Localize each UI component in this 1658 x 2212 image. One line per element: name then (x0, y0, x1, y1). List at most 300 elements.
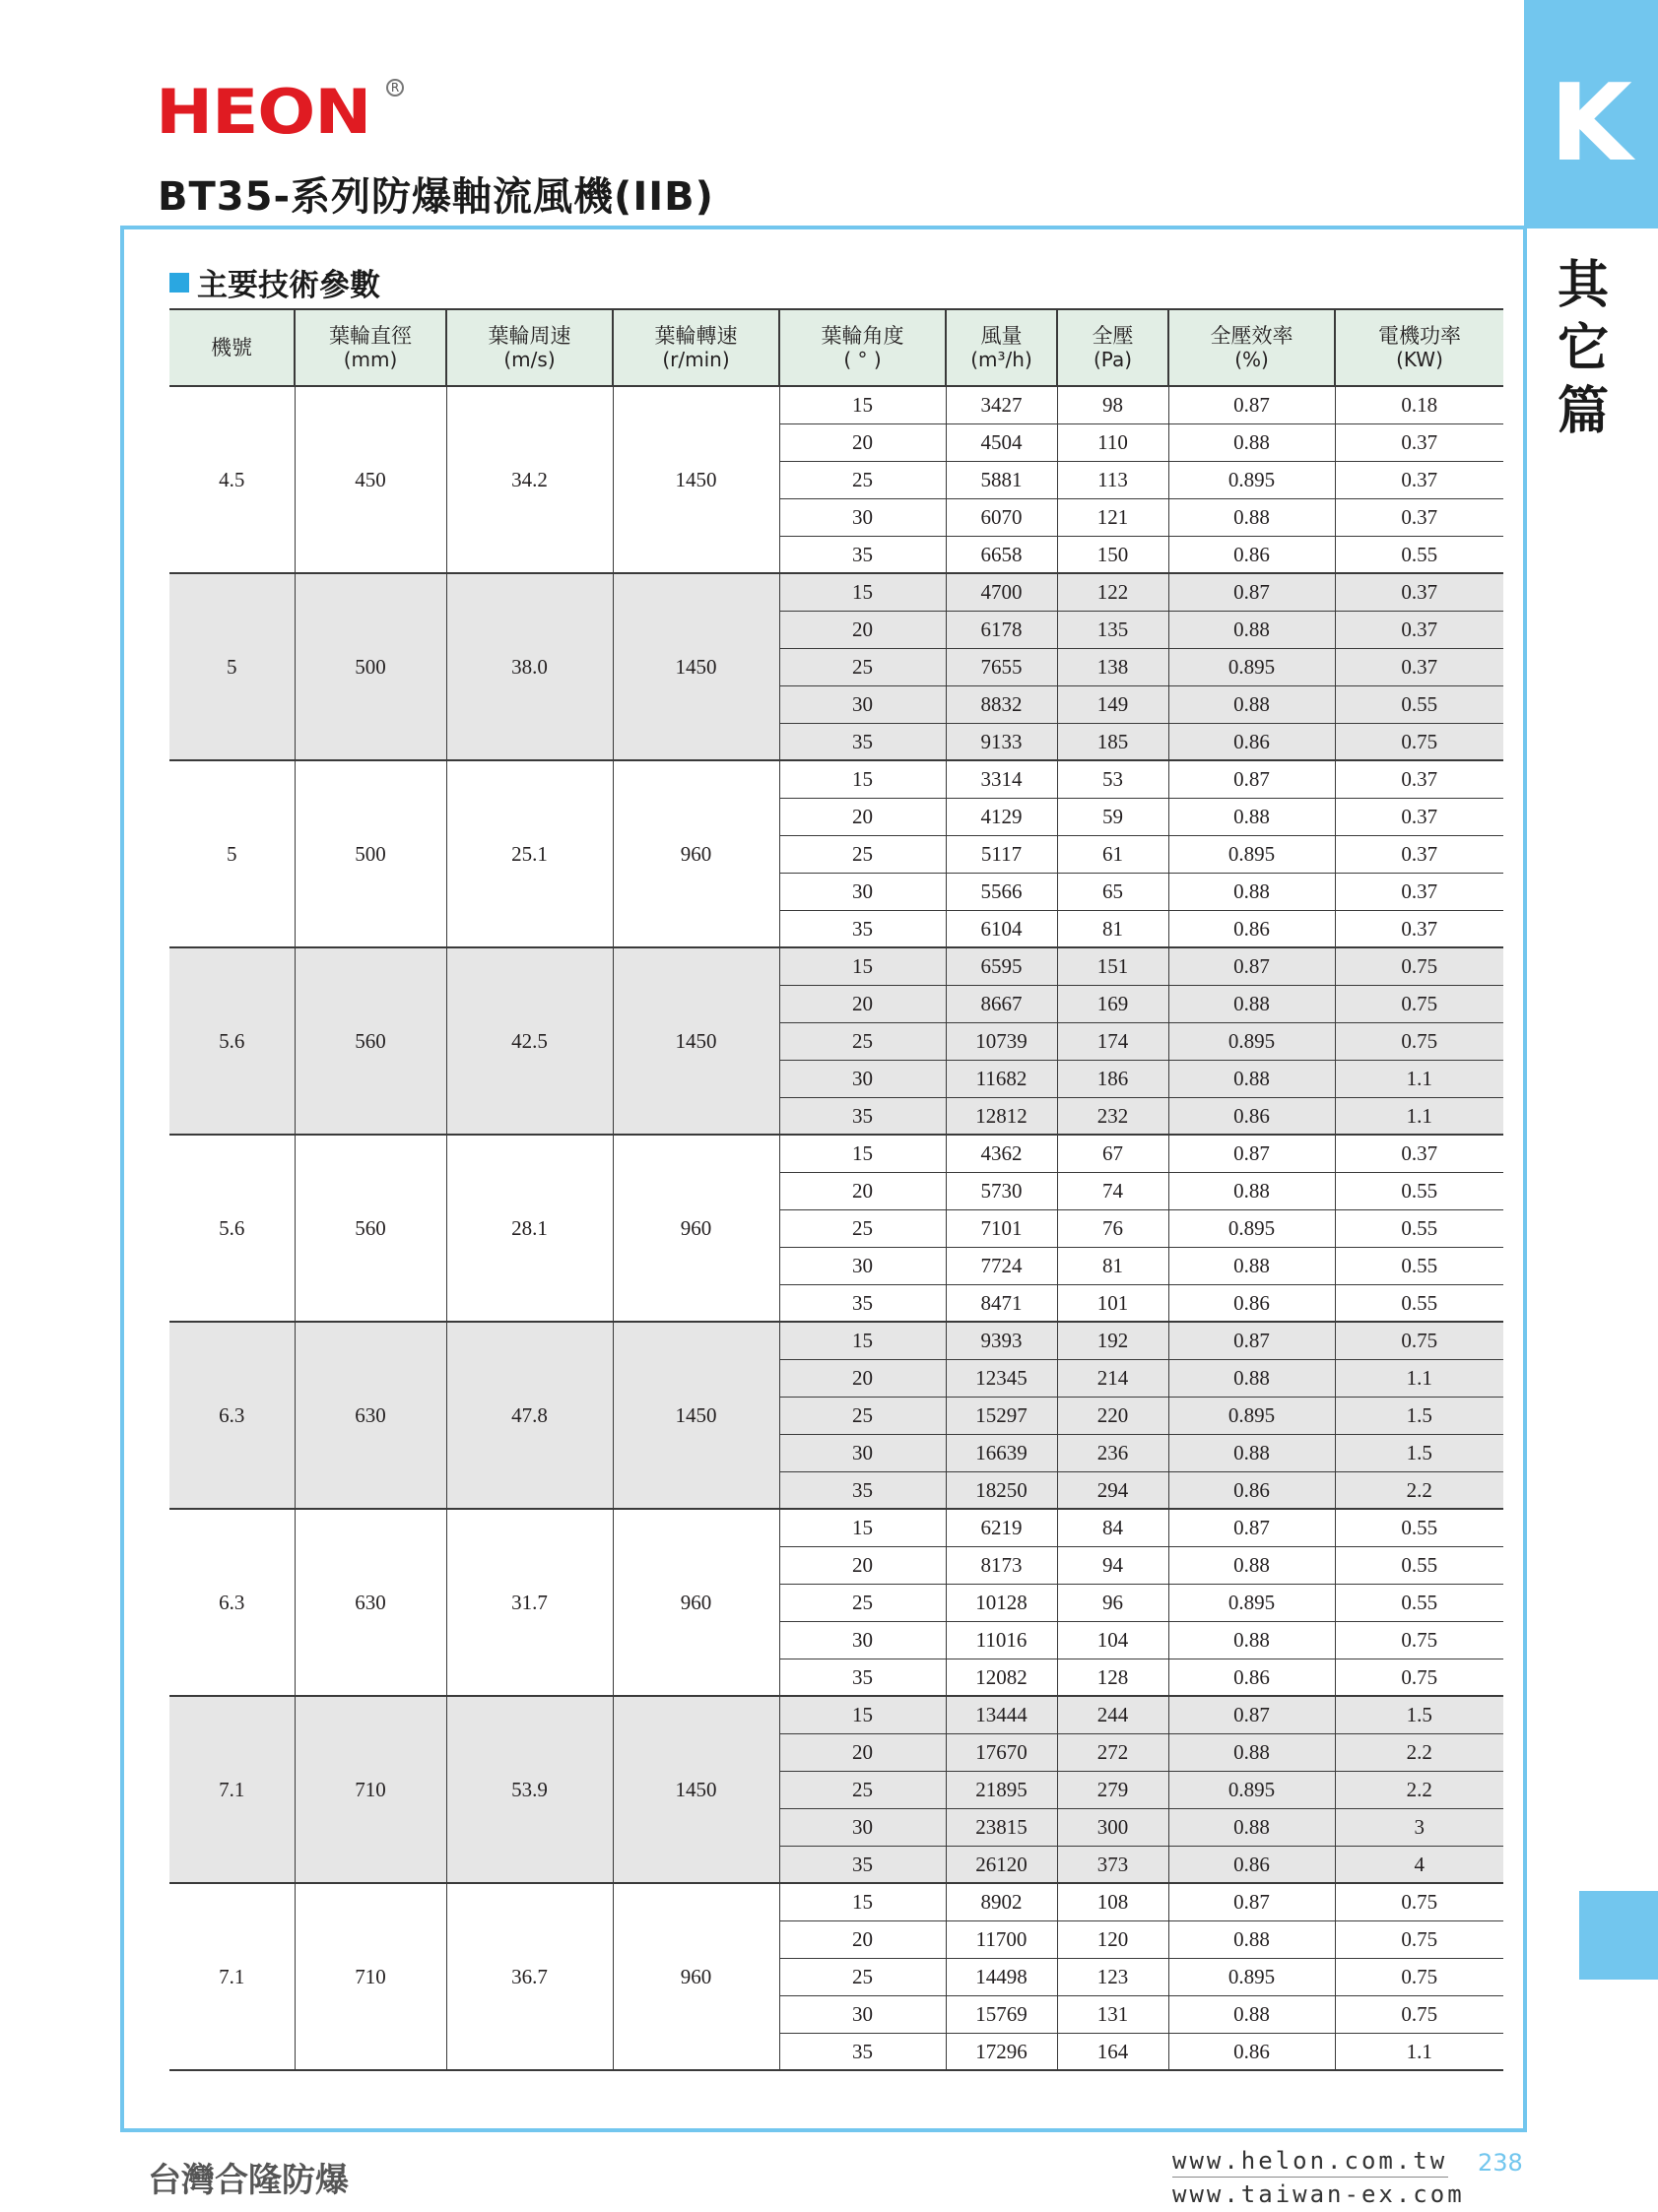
efficiency-cell: 0.88 (1168, 423, 1335, 461)
blade-angle-cell: 30 (779, 685, 946, 723)
pressure-cell: 53 (1057, 760, 1168, 798)
efficiency-cell: 0.86 (1168, 536, 1335, 573)
pressure-cell: 121 (1057, 498, 1168, 536)
motor-power-cell: 0.75 (1335, 985, 1503, 1022)
footer-url-link[interactable]: www.helon.com.tw (1172, 2147, 1448, 2175)
blade-angle-cell: 30 (779, 498, 946, 536)
section-letter: K (1550, 62, 1632, 185)
tip-speed-cell: 36.7 (446, 1883, 613, 2070)
diameter-cell: 560 (295, 1135, 446, 1322)
airflow-cell: 4362 (946, 1135, 1057, 1172)
motor-power-cell: 3 (1335, 1808, 1503, 1846)
table-row (169, 1696, 1503, 1733)
efficiency-cell: 0.88 (1168, 1808, 1335, 1846)
motor-power-cell: 0.55 (1335, 1546, 1503, 1584)
motor-power-cell: 2.2 (1335, 1771, 1503, 1808)
efficiency-cell: 0.87 (1168, 386, 1335, 423)
tip-speed-cell: 47.8 (446, 1322, 613, 1509)
header-main: 機號 (211, 336, 252, 359)
efficiency-cell: 0.87 (1168, 947, 1335, 985)
pressure-cell: 164 (1057, 2033, 1168, 2070)
motor-power-cell: 0.37 (1335, 835, 1503, 873)
efficiency-cell: 0.86 (1168, 723, 1335, 760)
efficiency-cell: 0.88 (1168, 1247, 1335, 1284)
airflow-cell: 9133 (946, 723, 1057, 760)
airflow-cell: 11700 (946, 1920, 1057, 1958)
pressure-cell: 110 (1057, 423, 1168, 461)
airflow-cell: 8471 (946, 1284, 1057, 1322)
motor-power-cell: 0.55 (1335, 1584, 1503, 1621)
airflow-cell: 18250 (946, 1471, 1057, 1509)
header-main: 風量 (980, 324, 1023, 348)
pressure-cell: 120 (1057, 1920, 1168, 1958)
efficiency-cell: 0.895 (1168, 1771, 1335, 1808)
pressure-cell: 220 (1057, 1397, 1168, 1434)
airflow-cell: 6104 (946, 910, 1057, 947)
blade-angle-cell: 15 (779, 947, 946, 985)
pressure-cell: 174 (1057, 1022, 1168, 1060)
header-main: 葉輪周速 (488, 324, 571, 348)
motor-power-cell: 0.37 (1335, 611, 1503, 648)
blade-angle-cell: 15 (779, 1322, 946, 1359)
blade-angle-cell: 20 (779, 423, 946, 461)
header-main: 全壓 (1092, 324, 1134, 348)
efficiency-cell: 0.86 (1168, 1097, 1335, 1135)
diameter-cell: 630 (295, 1322, 446, 1509)
blade-angle-cell: 35 (779, 1471, 946, 1509)
header-main: 電機功率 (1378, 324, 1461, 348)
tip-speed-cell: 31.7 (446, 1509, 613, 1696)
motor-power-cell: 1.5 (1335, 1696, 1503, 1733)
pressure-cell: 65 (1057, 873, 1168, 910)
motor-power-cell: 0.37 (1335, 461, 1503, 498)
blade-angle-cell: 35 (779, 1846, 946, 1883)
efficiency-cell: 0.895 (1168, 648, 1335, 685)
motor-power-cell: 0.75 (1335, 1920, 1503, 1958)
efficiency-cell: 0.88 (1168, 873, 1335, 910)
airflow-cell: 8832 (946, 685, 1057, 723)
model-cell: 5 (169, 573, 295, 760)
motor-power-cell: 0.75 (1335, 723, 1503, 760)
table-row (169, 947, 1503, 985)
pressure-cell: 300 (1057, 1808, 1168, 1846)
blade-angle-cell: 15 (779, 1509, 946, 1546)
motor-power-cell: 0.55 (1335, 1284, 1503, 1322)
logo-text: HEON (156, 76, 371, 148)
pressure-cell: 185 (1057, 723, 1168, 760)
diameter-cell: 450 (295, 386, 446, 573)
blade-angle-cell: 30 (779, 1621, 946, 1659)
pressure-cell: 135 (1057, 611, 1168, 648)
airflow-cell: 12812 (946, 1097, 1057, 1135)
efficiency-cell: 0.88 (1168, 1434, 1335, 1471)
efficiency-cell: 0.895 (1168, 835, 1335, 873)
motor-power-cell: 0.37 (1335, 760, 1503, 798)
pressure-cell: 98 (1057, 386, 1168, 423)
blade-angle-cell: 35 (779, 723, 946, 760)
motor-power-cell: 2.2 (1335, 1471, 1503, 1509)
airflow-cell: 21895 (946, 1771, 1057, 1808)
efficiency-cell: 0.88 (1168, 1546, 1335, 1584)
blade-angle-cell: 25 (779, 1022, 946, 1060)
rpm-cell: 1450 (613, 1322, 779, 1509)
motor-power-cell: 1.1 (1335, 1060, 1503, 1097)
header-airflow (946, 309, 1057, 386)
rpm-cell: 960 (613, 1883, 779, 2070)
motor-power-cell: 0.75 (1335, 1659, 1503, 1696)
side-accent-block (1579, 1891, 1658, 1980)
blade-angle-cell: 25 (779, 461, 946, 498)
efficiency-cell: 0.87 (1168, 1696, 1335, 1733)
motor-power-cell: 0.55 (1335, 1209, 1503, 1247)
pressure-cell: 138 (1057, 648, 1168, 685)
pressure-cell: 149 (1057, 685, 1168, 723)
blade-angle-cell: 25 (779, 1397, 946, 1434)
airflow-cell: 3427 (946, 386, 1057, 423)
airflow-cell: 6070 (946, 498, 1057, 536)
efficiency-cell: 0.88 (1168, 985, 1335, 1022)
efficiency-cell: 0.895 (1168, 1958, 1335, 1995)
pressure-cell: 192 (1057, 1322, 1168, 1359)
blade-angle-cell: 25 (779, 648, 946, 685)
model-cell: 6.3 (169, 1322, 295, 1509)
efficiency-cell: 0.87 (1168, 1883, 1335, 1920)
tip-speed-cell: 34.2 (446, 386, 613, 573)
efficiency-cell: 0.88 (1168, 1995, 1335, 2033)
motor-power-cell: 0.37 (1335, 910, 1503, 947)
motor-power-cell: 1.1 (1335, 2033, 1503, 2070)
header-pressure (1057, 309, 1168, 386)
airflow-cell: 15769 (946, 1995, 1057, 2033)
motor-power-cell: 0.37 (1335, 798, 1503, 835)
blade-angle-cell: 25 (779, 835, 946, 873)
blade-angle-cell: 20 (779, 798, 946, 835)
efficiency-cell: 0.88 (1168, 1621, 1335, 1659)
square-bullet-icon (169, 273, 189, 293)
blade-angle-cell: 35 (779, 1659, 946, 1696)
pressure-cell: 104 (1057, 1621, 1168, 1659)
tip-speed-cell: 25.1 (446, 760, 613, 947)
tip-speed-cell: 53.9 (446, 1696, 613, 1883)
airflow-cell: 6178 (946, 611, 1057, 648)
motor-power-cell: 0.55 (1335, 1509, 1503, 1546)
motor-power-cell: 0.55 (1335, 1247, 1503, 1284)
efficiency-cell: 0.895 (1168, 1584, 1335, 1621)
blade-angle-cell: 35 (779, 1097, 946, 1135)
pressure-cell: 96 (1057, 1584, 1168, 1621)
blade-angle-cell: 30 (779, 873, 946, 910)
pressure-cell: 84 (1057, 1509, 1168, 1546)
rpm-cell: 960 (613, 760, 779, 947)
blade-angle-cell: 35 (779, 536, 946, 573)
pressure-cell: 81 (1057, 910, 1168, 947)
airflow-cell: 5117 (946, 835, 1057, 873)
header-efficiency (1168, 309, 1335, 386)
airflow-cell: 6595 (946, 947, 1057, 985)
blade-angle-cell: 20 (779, 1733, 946, 1771)
efficiency-cell: 0.86 (1168, 1659, 1335, 1696)
pressure-cell: 279 (1057, 1771, 1168, 1808)
blade-angle-cell: 30 (779, 1434, 946, 1471)
blade-angle-cell: 20 (779, 1359, 946, 1397)
motor-power-cell: 0.75 (1335, 1883, 1503, 1920)
blade-angle-cell: 30 (779, 1995, 946, 2033)
tip-speed-cell: 42.5 (446, 947, 613, 1135)
header-motor-power (1335, 309, 1503, 386)
rpm-cell: 1450 (613, 386, 779, 573)
airflow-cell: 13444 (946, 1696, 1057, 1733)
pressure-cell: 67 (1057, 1135, 1168, 1172)
header-rpm (613, 309, 779, 386)
table-row (169, 760, 1503, 798)
section-category: 其它篇 (1557, 256, 1609, 441)
diameter-cell: 630 (295, 1509, 446, 1696)
section-title: 主要技術參數 (197, 268, 380, 303)
airflow-cell: 11016 (946, 1621, 1057, 1659)
pressure-cell: 74 (1057, 1172, 1168, 1209)
airflow-cell: 11682 (946, 1060, 1057, 1097)
model-cell: 5 (169, 760, 295, 947)
motor-power-cell: 0.75 (1335, 1621, 1503, 1659)
airflow-cell: 8902 (946, 1883, 1057, 1920)
blade-angle-cell: 30 (779, 1060, 946, 1097)
pressure-cell: 151 (1057, 947, 1168, 985)
blade-angle-cell: 30 (779, 1247, 946, 1284)
registered-mark-icon: R (386, 79, 404, 97)
efficiency-cell: 0.87 (1168, 573, 1335, 611)
blade-angle-cell: 20 (779, 611, 946, 648)
pressure-cell: 214 (1057, 1359, 1168, 1397)
airflow-cell: 12345 (946, 1359, 1057, 1397)
table-row (169, 1322, 1503, 1359)
efficiency-cell: 0.86 (1168, 2033, 1335, 2070)
efficiency-cell: 0.87 (1168, 1509, 1335, 1546)
airflow-cell: 10739 (946, 1022, 1057, 1060)
spec-table (169, 308, 1503, 2071)
blade-angle-cell: 35 (779, 2033, 946, 2070)
pressure-cell: 236 (1057, 1434, 1168, 1471)
header-main: 葉輪角度 (821, 324, 904, 348)
motor-power-cell: 0.75 (1335, 1322, 1503, 1359)
airflow-cell: 5730 (946, 1172, 1057, 1209)
pressure-cell: 128 (1057, 1659, 1168, 1696)
pressure-cell: 94 (1057, 1546, 1168, 1584)
efficiency-cell: 0.895 (1168, 1397, 1335, 1434)
footer-divider (1172, 2177, 1448, 2178)
blade-angle-cell: 15 (779, 1135, 946, 1172)
efficiency-cell: 0.88 (1168, 685, 1335, 723)
airflow-cell: 17296 (946, 2033, 1057, 2070)
efficiency-cell: 0.88 (1168, 798, 1335, 835)
pressure-cell: 113 (1057, 461, 1168, 498)
efficiency-cell: 0.86 (1168, 910, 1335, 947)
motor-power-cell: 1.5 (1335, 1434, 1503, 1471)
pressure-cell: 122 (1057, 573, 1168, 611)
header-blade-angle (779, 309, 946, 386)
airflow-cell: 23815 (946, 1808, 1057, 1846)
pressure-cell: 101 (1057, 1284, 1168, 1322)
header-diameter (295, 309, 446, 386)
motor-power-cell: 0.75 (1335, 1958, 1503, 1995)
airflow-cell: 4129 (946, 798, 1057, 835)
airflow-cell: 8173 (946, 1546, 1057, 1584)
table-row (169, 386, 1503, 423)
efficiency-cell: 0.895 (1168, 1209, 1335, 1247)
efficiency-cell: 0.895 (1168, 461, 1335, 498)
model-cell: 5.6 (169, 1135, 295, 1322)
efficiency-cell: 0.87 (1168, 1322, 1335, 1359)
airflow-cell: 12082 (946, 1659, 1057, 1696)
motor-power-cell: 0.18 (1335, 386, 1503, 423)
model-cell: 7.1 (169, 1883, 295, 2070)
airflow-cell: 9393 (946, 1322, 1057, 1359)
airflow-cell: 5881 (946, 461, 1057, 498)
rpm-cell: 960 (613, 1509, 779, 1696)
motor-power-cell: 0.75 (1335, 1022, 1503, 1060)
efficiency-cell: 0.895 (1168, 1022, 1335, 1060)
model-cell: 6.3 (169, 1509, 295, 1696)
efficiency-cell: 0.86 (1168, 1471, 1335, 1509)
blade-angle-cell: 35 (779, 910, 946, 947)
section-heading (169, 260, 380, 304)
efficiency-cell: 0.88 (1168, 1172, 1335, 1209)
blade-angle-cell: 20 (779, 1546, 946, 1584)
efficiency-cell: 0.88 (1168, 1359, 1335, 1397)
rpm-cell: 1450 (613, 1696, 779, 1883)
motor-power-cell: 4 (1335, 1846, 1503, 1883)
header-unit: (Pa) (1093, 348, 1133, 371)
pressure-cell: 59 (1057, 798, 1168, 835)
airflow-cell: 4504 (946, 423, 1057, 461)
header-main: 葉輪轉速 (654, 324, 738, 348)
document-title: BT35-系列防爆軸流風機(IIB) (158, 174, 714, 220)
header-unit: (m³/h) (970, 348, 1032, 371)
header-unit: (m/s) (503, 348, 556, 371)
pressure-cell: 150 (1057, 536, 1168, 573)
efficiency-cell: 0.88 (1168, 611, 1335, 648)
blade-angle-cell: 35 (779, 1284, 946, 1322)
header-unit: (r/min) (662, 348, 730, 371)
efficiency-cell: 0.86 (1168, 1846, 1335, 1883)
tip-speed-cell: 38.0 (446, 573, 613, 760)
header-unit: (%) (1234, 348, 1269, 371)
blade-angle-cell: 15 (779, 386, 946, 423)
header-unit: ( ° ) (843, 348, 882, 371)
blade-angle-cell: 30 (779, 1808, 946, 1846)
airflow-cell: 17670 (946, 1733, 1057, 1771)
airflow-cell: 14498 (946, 1958, 1057, 1995)
motor-power-cell: 1.1 (1335, 1097, 1503, 1135)
header-main: 葉輪直徑 (329, 324, 412, 348)
blade-angle-cell: 20 (779, 985, 946, 1022)
motor-power-cell: 1.5 (1335, 1397, 1503, 1434)
table-row (169, 1135, 1503, 1172)
pressure-cell: 169 (1057, 985, 1168, 1022)
airflow-cell: 4700 (946, 573, 1057, 611)
tip-speed-cell: 28.1 (446, 1135, 613, 1322)
table-row (169, 1509, 1503, 1546)
model-cell: 7.1 (169, 1696, 295, 1883)
efficiency-cell: 0.88 (1168, 1920, 1335, 1958)
footer-url-link[interactable]: www.taiwan-ex.com (1172, 2180, 1465, 2208)
pressure-cell: 61 (1057, 835, 1168, 873)
pressure-cell: 76 (1057, 1209, 1168, 1247)
motor-power-cell: 2.2 (1335, 1733, 1503, 1771)
table-row (169, 1883, 1503, 1920)
airflow-cell: 6658 (946, 536, 1057, 573)
blade-angle-cell: 15 (779, 760, 946, 798)
footer-company: 台灣合隆防爆 (148, 2161, 349, 2200)
efficiency-cell: 0.88 (1168, 1733, 1335, 1771)
blade-angle-cell: 20 (779, 1172, 946, 1209)
motor-power-cell: 0.37 (1335, 1135, 1503, 1172)
airflow-cell: 3314 (946, 760, 1057, 798)
motor-power-cell: 0.75 (1335, 947, 1503, 985)
blade-angle-cell: 15 (779, 1696, 946, 1733)
pressure-cell: 123 (1057, 1958, 1168, 1995)
table-body (169, 386, 1503, 2070)
pressure-cell: 232 (1057, 1097, 1168, 1135)
pressure-cell: 373 (1057, 1846, 1168, 1883)
header-unit: (KW) (1396, 348, 1443, 371)
efficiency-cell: 0.87 (1168, 1135, 1335, 1172)
motor-power-cell: 0.37 (1335, 648, 1503, 685)
model-cell: 5.6 (169, 947, 295, 1135)
motor-power-cell: 1.1 (1335, 1359, 1503, 1397)
blade-angle-cell: 25 (779, 1584, 946, 1621)
airflow-cell: 7655 (946, 648, 1057, 685)
pressure-cell: 108 (1057, 1883, 1168, 1920)
rpm-cell: 1450 (613, 947, 779, 1135)
blade-angle-cell: 15 (779, 573, 946, 611)
pressure-cell: 186 (1057, 1060, 1168, 1097)
diameter-cell: 500 (295, 760, 446, 947)
motor-power-cell: 0.37 (1335, 423, 1503, 461)
pressure-cell: 294 (1057, 1471, 1168, 1509)
pressure-cell: 131 (1057, 1995, 1168, 2033)
motor-power-cell: 0.75 (1335, 1995, 1503, 2033)
header-tip-speed (446, 309, 613, 386)
header-model (169, 309, 295, 386)
airflow-cell: 6219 (946, 1509, 1057, 1546)
airflow-cell: 26120 (946, 1846, 1057, 1883)
table-header-row (169, 309, 1503, 386)
efficiency-cell: 0.88 (1168, 1060, 1335, 1097)
airflow-cell: 15297 (946, 1397, 1057, 1434)
model-cell: 4.5 (169, 386, 295, 573)
motor-power-cell: 0.37 (1335, 498, 1503, 536)
airflow-cell: 10128 (946, 1584, 1057, 1621)
diameter-cell: 710 (295, 1883, 446, 2070)
efficiency-cell: 0.87 (1168, 760, 1335, 798)
diameter-cell: 710 (295, 1696, 446, 1883)
blade-angle-cell: 20 (779, 1920, 946, 1958)
airflow-cell: 7724 (946, 1247, 1057, 1284)
diameter-cell: 560 (295, 947, 446, 1135)
table-row (169, 573, 1503, 611)
rpm-cell: 960 (613, 1135, 779, 1322)
airflow-cell: 7101 (946, 1209, 1057, 1247)
rpm-cell: 1450 (613, 573, 779, 760)
motor-power-cell: 0.55 (1335, 1172, 1503, 1209)
blade-angle-cell: 25 (779, 1771, 946, 1808)
brand-logo (156, 76, 400, 148)
pressure-cell: 81 (1057, 1247, 1168, 1284)
motor-power-cell: 0.37 (1335, 573, 1503, 611)
pressure-cell: 272 (1057, 1733, 1168, 1771)
airflow-cell: 8667 (946, 985, 1057, 1022)
airflow-cell: 5566 (946, 873, 1057, 910)
